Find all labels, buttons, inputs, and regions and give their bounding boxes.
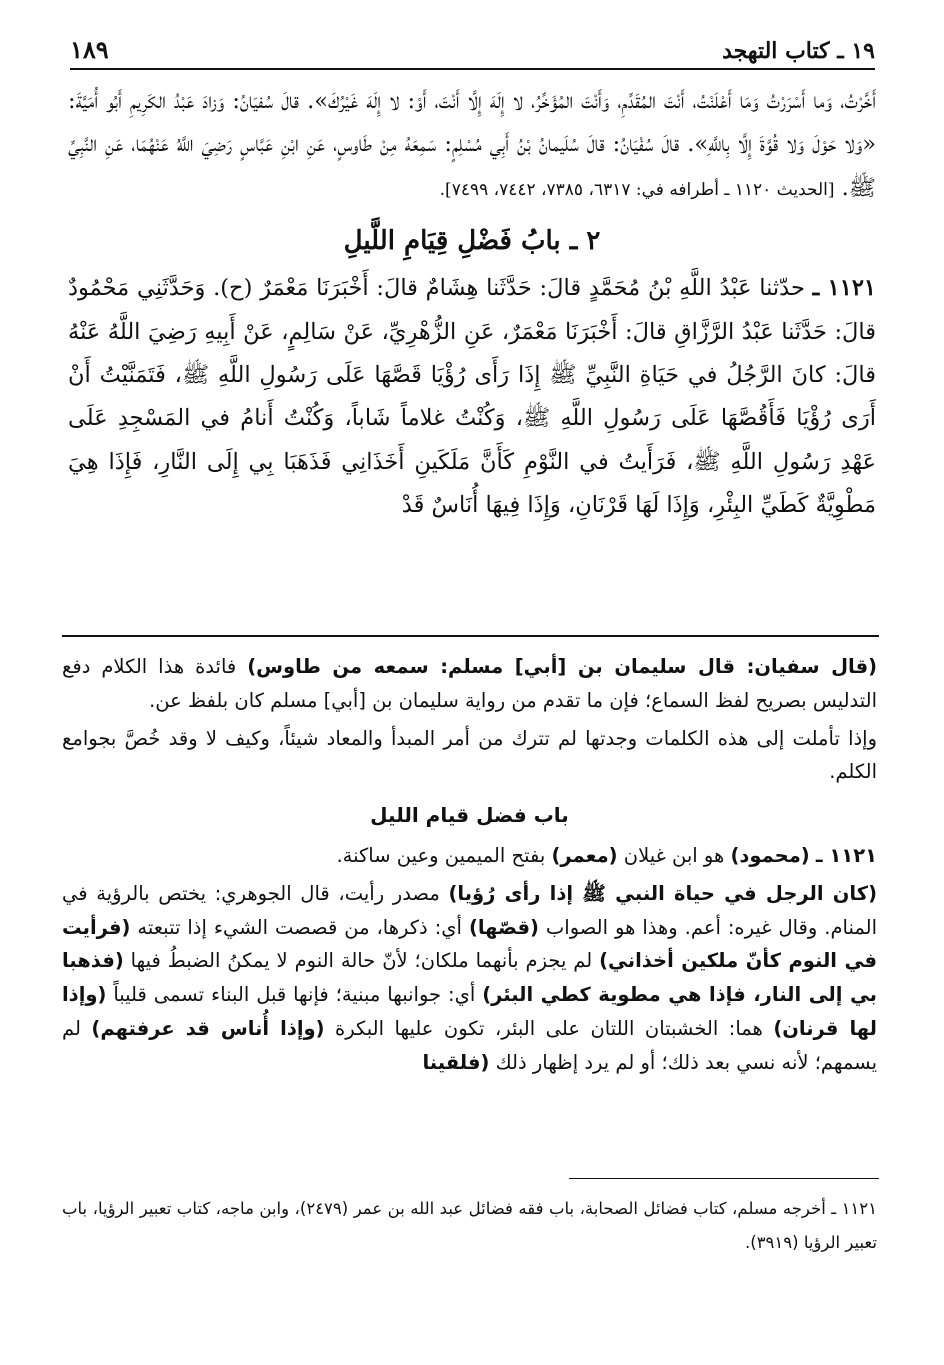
commentary-lemma: (معمر) (551, 843, 618, 867)
commentary-number: ١١٢١ ـ (815, 843, 877, 867)
commentary-lemma: (محمود) (730, 843, 810, 867)
commentary-lemma: (وإذا أُناس قد عرفتهم) (91, 1016, 325, 1040)
commentary-text: لم يجزم بأنهما ملكان؛ لأنّ حالة النوم لا يمكنُ الضبطُ فيها (123, 949, 600, 973)
commentary-text: أي: جوانبها مبنية؛ فإنها قبل البناء تسمى قليباً (106, 983, 483, 1007)
footnote-divider (569, 1178, 879, 1179)
commentary-divider (62, 635, 879, 637)
page-number: ١٨٩ (70, 35, 109, 64)
commentary-text: لم يسمهم؛ لأنه نسي بعد ذلك؛ أو لم يرد إظهار ذلك (62, 1016, 877, 1074)
commentary-lemma: (فلقينا (422, 1050, 490, 1074)
page-header (70, 28, 875, 64)
commentary-para-1 (62, 650, 877, 718)
commentary-text: بفتح الميمين وعين ساكنة. (336, 843, 552, 867)
commentary-text: أي: ذكرها، من قصصت الشيء إذا تتبعته (130, 915, 469, 939)
hadith-1120-text: أَخَّرْتُ، وَما أَسْرَرْتُ وَمَا أَعْلَنْتُ، أَنْتَ المُقَدِّمِ، وَأَنْتَ المُؤَخِّرُ، لا إِلَهَ إِلَّا أَنْتَ، أَوْ: لا إِلَهَ غَيْرُكَ». قالَ سُفيَانُ: وَزادَ عَبْدُ الكَرِيمِ أَبُو أُمَيَّةَ: «وَلا حَوْلَ وَلا قُوَّةَ إِلَّا بِاللَّهِ». قالَ سُفْيَانُ: قالَ سُلَيمانُ بْنُ أَبِي مُسْلِمٍ: سَمِعَهُ مِنْ طَاوسٍ، عَنِ ابْنِ عَبَّاسٍ رَضِيَ اللَّهُ عَنْهُمَا، عَنِ النَّبِيِّ ﷺ. (68, 88, 876, 201)
commentary-lemma: (كان الرجل في حياة النبي ﷺ إذا رأى رُؤيا) (448, 881, 877, 905)
header-divider (70, 68, 875, 70)
hadith-1121 (68, 267, 876, 527)
hadith-1120-reference: [الحديث ١١٢٠ ـ أطرافه في: ٦٣١٧، ٧٣٨٥، ٧٤٤٢، ٧٤٩٩]. (439, 179, 835, 200)
commentary-lemma: (قصّها) (468, 915, 539, 939)
chapter-title: ١٩ ـ كتاب التهجد (722, 38, 875, 64)
commentary-para-3 (62, 839, 877, 873)
hadith-1120-ending (68, 80, 876, 212)
commentary-text: هو ابن غيلان (617, 843, 731, 867)
commentary (62, 650, 877, 1080)
commentary-text: هما: الخشبتان اللتان على البئر، تكون عليها البكرة (324, 1016, 774, 1040)
commentary-lemma: (وإذا لها قرنان) (62, 983, 877, 1040)
footnote-text: ١١٢١ ـ أخرجه مسلم، كتاب فضائل الصحابة، باب فقه فضائل عبد الله بن عمر (٢٤٧٩)، وابن ماجه، كتاب تعبير الرؤيا، باب تعبير الرؤيا (٣٩١٩). (62, 1199, 878, 1252)
commentary-lemma: (فذهبا بي إلى النار، فإذا هي مطوية كطي البئر) (62, 949, 877, 1007)
commentary-text: فائدة هذا الكلام دفع التدليس بصريح لفظ السماع؛ فإن ما تقدم من رواية سليمان بن [أبي] مسلم كان بلفظ عن. (62, 655, 877, 712)
commentary-lemma: (فرأيت في النوم كأنّ ملكين أخذاني) (62, 915, 877, 973)
footnote (62, 1192, 877, 1260)
commentary-text: مصدر رأيت، قال الجوهري: يختص بالرؤية في المنام. وقال غيره: أعم. وهذا هو الصواب (62, 881, 877, 939)
hadith-number: ١١٢١ ـ (812, 275, 876, 302)
commentary-para-2: وإذا تأملت إلى هذه الكلمات وجدتها لم تترك من أمر المبدأ والمعاد شيئاً، وكيف لا وقد خُصَّ بجوامع الكلم. (62, 726, 877, 784)
main-text (68, 80, 876, 528)
bab-title: ٢ ـ بابُ فَضْلِ قِيَامِ اللَّيلِ (343, 226, 601, 257)
hadith-1121-text: حدّثنا عَبْدُ اللَّهِ بْنُ مُحَمَّدٍ قالَ: حَدَّثَنا هِشَامٌ قالَ: أَخْبَرَنَا مَعْمَرٌ (ح). وَحَدَّثَنِي مَحْمُودٌ قالَ: حَدَّثَنا عَبْدُ الرَّزَّاقِ قالَ: أَخْبَرَنَا مَعْمَرٌ، عَنِ الزُّهْرِيِّ، عَنْ سَالِمٍ، عَنْ أَبِيهِ رَضِيَ اللَّهُ عَنْهُ قالَ: كانَ الرَّجُلُ في حَيَاةِ النَّبِيِّ ﷺ إِذَا رَأَى رُؤْيَا قَصَّهَا عَلَى رَسُولِ اللَّهِ ﷺ، فَتَمَنَّيْتُ أَنْ أَرَى رُؤْيَا فَأَقُصَّهَا عَلَى رَسُولِ اللَّهِ ﷺ، وَكُنْتُ غلاماً شَاباً، وَكُنْتُ أَنامُ في المَسْجِدِ عَلَى عَهْدِ رَسُولِ اللَّهِ ﷺ، فَرَأَيتُ في النَّوْمِ كَأَنَّ مَلَكَينِ أَخَذَانِي فَذَهَبَا بِي إِلَى النَّارِ، فَإِذَا هِيَ مَطْوِيَّةٌ كَطَيِّ البِئْرِ، وَإِذَا لَهَا قَرْنَانِ، وَإِذَا فِيهَا أُنَاسٌ قَدْ (68, 275, 876, 519)
commentary-para-4 (62, 877, 877, 1080)
commentary-lemma: (قال سفيان: قال سليمان بن [أبي] مسلم: سمعه من طاوس) (247, 655, 878, 678)
commentary-heading: باب فضل قيام الليل (370, 803, 569, 828)
